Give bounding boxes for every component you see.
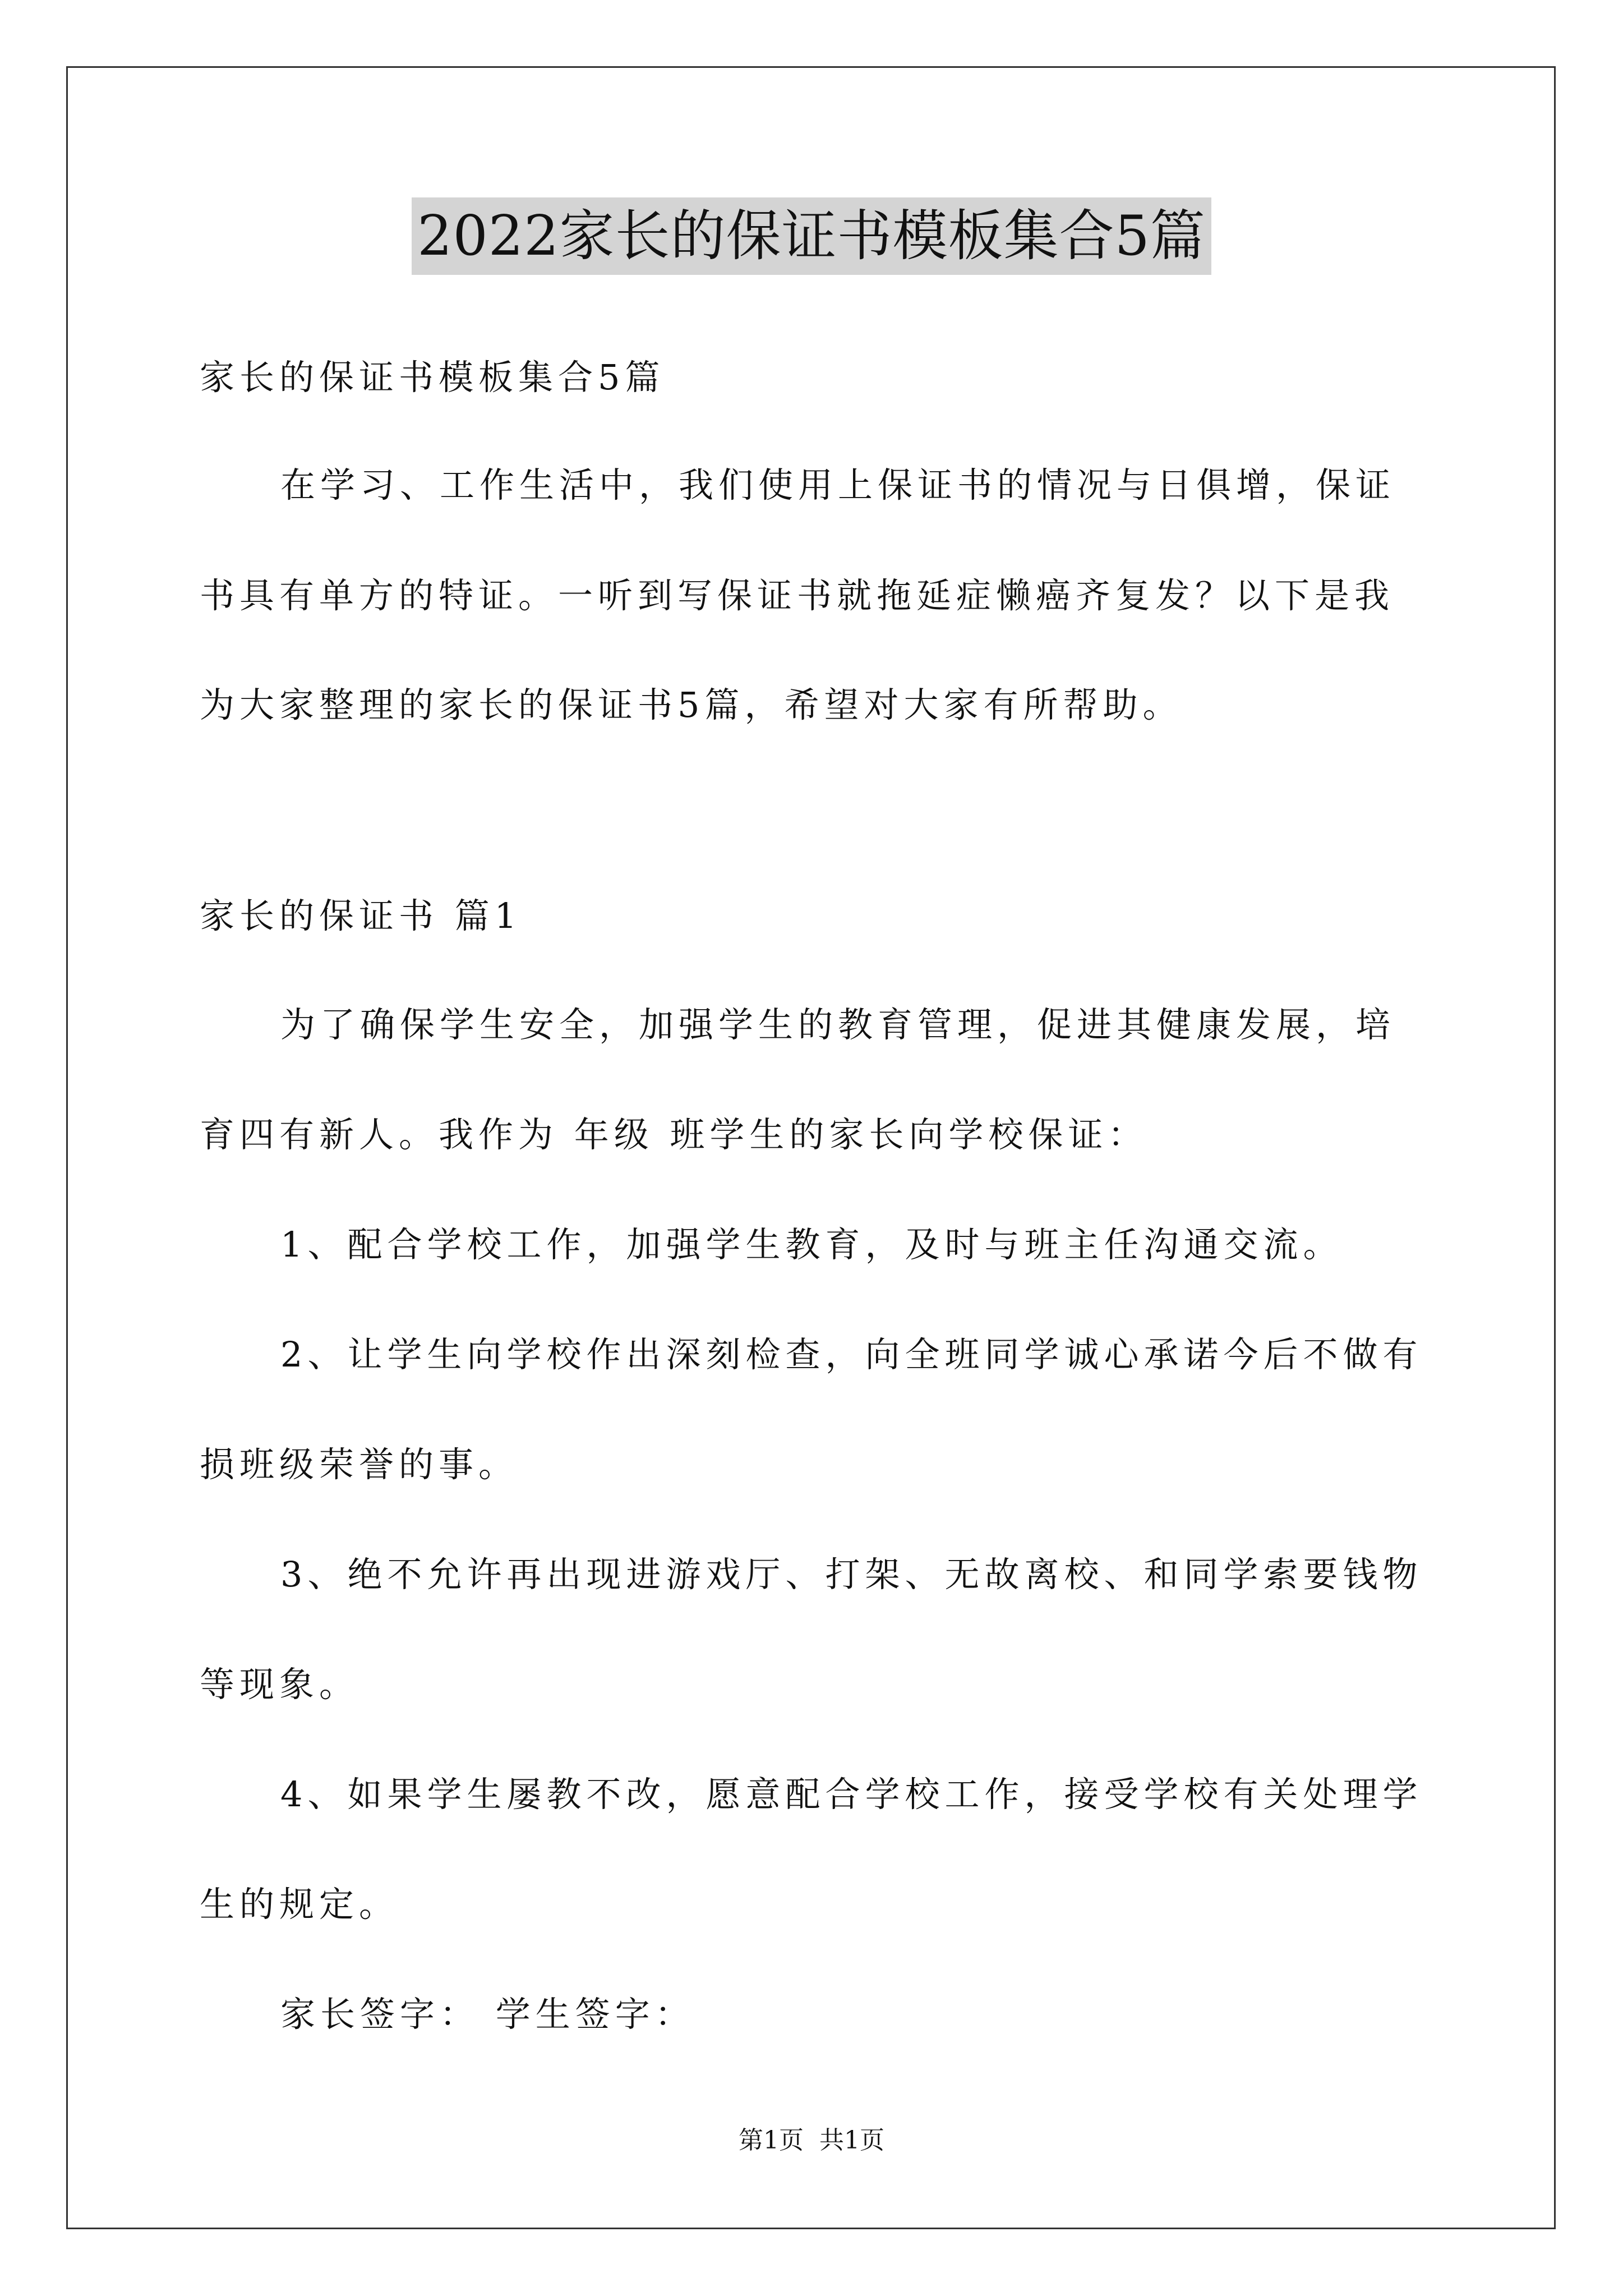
intro-line: 书具有单方的特证。一听到写保证书就拖延症懒癌齐复发？以下是我 xyxy=(200,575,1395,616)
section-heading: 家长的保证书 篇1 xyxy=(200,895,522,936)
intro-line: 在学习、工作生活中，我们使用上保证书的情况与日俱增，保证 xyxy=(280,464,1396,505)
section-line: 损班级荣誉的事。 xyxy=(200,1444,519,1485)
section-line: 1、配合学校工作，加强学生教育，及时与班主任沟通交流。 xyxy=(280,1224,1343,1265)
intro-line: 为大家整理的家长的保证书5篇，希望对大家有所帮助。 xyxy=(200,684,1183,725)
section-line: 生的规定。 xyxy=(200,1884,399,1925)
page-footer xyxy=(0,2124,1623,2157)
section-line: 3、绝不允许再出现进游戏厅、打架、无故离校、和同学索要钱物 xyxy=(280,1554,1423,1595)
document-subtitle: 家长的保证书模板集合5篇 xyxy=(200,357,665,398)
title-container xyxy=(0,197,1623,275)
section-line: 4、如果学生屡教不改，愿意配合学校工作，接受学校有关处理学 xyxy=(280,1774,1423,1815)
page-total: 共1页 xyxy=(819,2126,884,2155)
signature-line: 家长签字： 学生签字： xyxy=(280,1994,695,2035)
section-line: 育四有新人。我作为 年级 班学生的家长向学校保证： xyxy=(200,1114,1148,1155)
section-line: 等现象。 xyxy=(200,1664,359,1705)
section-line: 2、让学生向学校作出深刻检查，向全班同学诚心承诺今后不做有 xyxy=(280,1334,1423,1375)
document-title: 2022家长的保证书模板集合5篇 xyxy=(412,197,1211,275)
page-number: 第1页 xyxy=(739,2126,804,2155)
section-line: 为了确保学生安全，加强学生的教育管理，促进其健康发展，培 xyxy=(280,1004,1396,1045)
